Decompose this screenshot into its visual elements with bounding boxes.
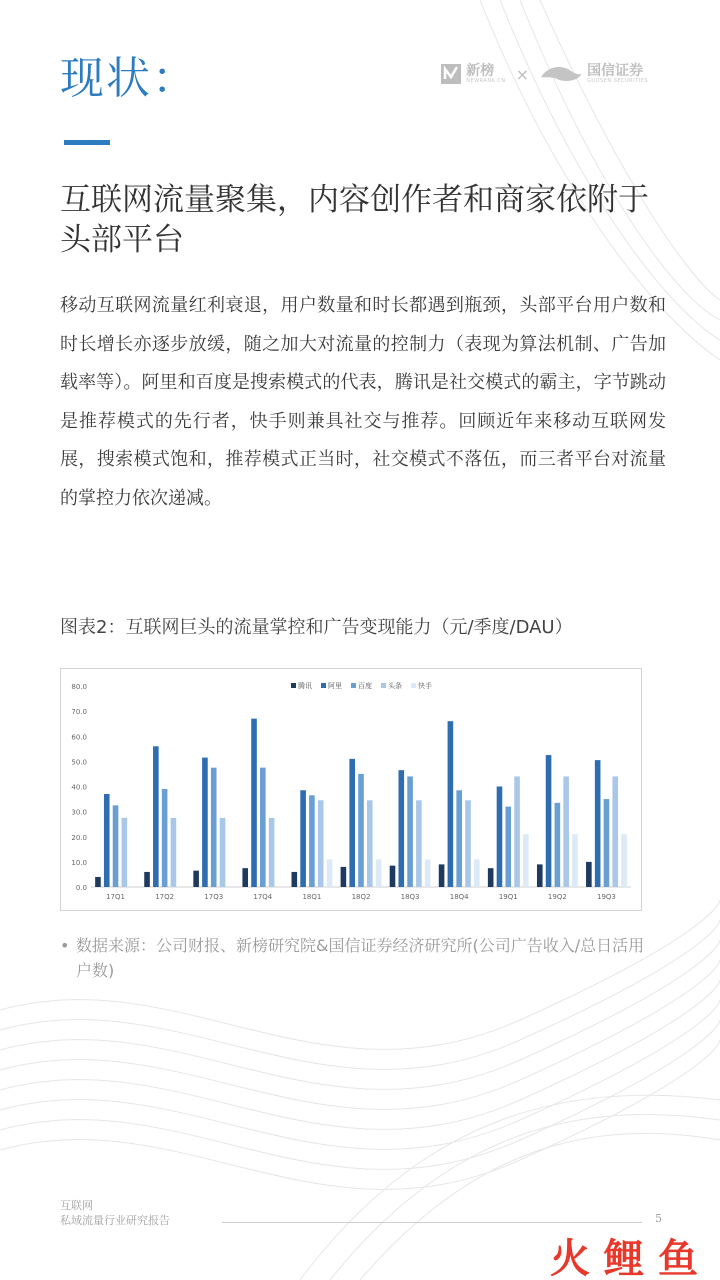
bar-头条-17Q2 — [171, 818, 177, 887]
guosen-logo — [539, 63, 648, 85]
source-text: 数据来源：公司财报、新榜研究院&国信证券经济研究所(公司广告收入/总日活用户数) — [76, 936, 645, 980]
y-tick-label: 60.0 — [71, 733, 87, 742]
legend-label-2: 百度 — [358, 682, 372, 690]
bar-快手-19Q2 — [572, 834, 578, 887]
newrank-logo — [440, 63, 505, 85]
bar-腾讯-17Q4 — [242, 868, 248, 887]
source-bullet: • — [60, 936, 70, 955]
bar-快手-19Q3 — [621, 834, 627, 887]
bar-阿里-17Q1 — [104, 794, 110, 887]
bar-腾讯-17Q1 — [95, 877, 101, 887]
section-heading: 互联网流量聚集，内容创作者和商家依附于头部平台 — [60, 182, 649, 258]
bar-阿里-18Q4 — [448, 721, 454, 887]
bar-腾讯-18Q2 — [341, 867, 347, 887]
bar-腾讯-18Q1 — [292, 872, 298, 887]
legend-swatch-4 — [411, 683, 416, 688]
page-title: 现状： — [60, 53, 198, 104]
source-note — [60, 933, 660, 983]
bar-百度-19Q1 — [505, 807, 511, 887]
x-tick-label: 19Q2 — [547, 893, 567, 901]
legend-label-3: 头条 — [388, 682, 402, 690]
legend-swatch-2 — [351, 683, 356, 688]
y-tick-label: 70.0 — [71, 708, 87, 717]
x-tick-label: 17Q2 — [155, 893, 175, 901]
footer-report-label — [60, 1198, 170, 1228]
bar-百度-18Q1 — [309, 795, 315, 887]
bar-快手-18Q3 — [425, 859, 431, 887]
footer-divider — [222, 1222, 642, 1223]
newrank-mark-icon — [440, 63, 462, 85]
bar-阿里-17Q2 — [153, 746, 159, 887]
guosen-logo-text: 国信证券 — [587, 63, 644, 79]
logo-separator: × — [515, 64, 530, 84]
bar-阿里-18Q1 — [300, 790, 306, 887]
newrank-logo-subtext: NEWRANK.CN — [466, 78, 506, 84]
y-tick-label: 10.0 — [71, 858, 87, 867]
bar-阿里-18Q3 — [398, 770, 404, 887]
bar-chart-canvas — [61, 669, 641, 910]
legend-swatch-0 — [291, 683, 296, 688]
bar-快手-18Q2 — [376, 859, 382, 887]
bar-头条-18Q4 — [465, 800, 471, 887]
bar-快手-18Q4 — [474, 859, 480, 887]
y-tick-label: 40.0 — [71, 783, 87, 792]
y-tick-label: 0.0 — [75, 884, 87, 892]
bar-头条-17Q4 — [269, 818, 275, 887]
legend-swatch-3 — [381, 683, 386, 688]
y-tick-label: 20.0 — [71, 833, 87, 842]
bar-腾讯-18Q3 — [390, 866, 396, 887]
newrank-logo-text: 新榜 — [466, 63, 495, 79]
bar-百度-18Q4 — [456, 790, 462, 887]
bar-腾讯-19Q2 — [537, 864, 543, 887]
bar-腾讯-19Q1 — [488, 868, 494, 887]
legend-label-0: 腾讯 — [298, 682, 312, 690]
watermark-text: 火鲤鱼 — [550, 1236, 698, 1280]
page-number: 5 — [655, 1212, 662, 1225]
bar-阿里-19Q3 — [595, 760, 601, 887]
bar-百度-19Q3 — [604, 799, 610, 887]
bar-chart — [60, 668, 642, 911]
bar-百度-17Q3 — [211, 768, 217, 887]
bar-头条-18Q1 — [318, 800, 324, 887]
bar-百度-17Q1 — [113, 805, 119, 887]
x-tick-label: 18Q4 — [449, 893, 469, 901]
x-tick-label: 18Q2 — [351, 893, 371, 901]
bar-头条-19Q2 — [563, 776, 569, 887]
bar-阿里-18Q2 — [349, 759, 355, 887]
bar-百度-18Q3 — [407, 776, 413, 887]
bar-百度-17Q4 — [260, 768, 266, 887]
bar-百度-19Q2 — [555, 803, 561, 887]
bar-腾讯-19Q3 — [586, 862, 592, 887]
bar-头条-17Q1 — [122, 818, 128, 887]
bar-头条-19Q3 — [612, 776, 618, 887]
figure-caption: 图表2：互联网巨头的流量掌控和广告变现能力（元/季度/DAU） — [60, 617, 573, 638]
guosen-mark-icon — [539, 63, 583, 85]
y-tick-label: 50.0 — [71, 758, 87, 767]
guosen-logo-subtext: GUOSEN SECURITIES — [587, 78, 648, 84]
body-paragraph: 移动互联网流量红利衰退，用户数量和时长都遇到瓶颈，头部平台用户数和时长增长亦逐步放缓，随之加大对流量的控制力（表现为算法机制、广告加载率等）。阿里和百度是搜索模式的代表，腾讯是社交模式的霸主，字节跳动是推荐模式的先行者，快手则兼具社交与推荐。回顾近年来移动互联网发展，搜索模式饱和，推荐模式正当时，社交模式不落伍，而三者平台对流量的掌控力依次递减。 — [60, 295, 666, 509]
partner-logos — [440, 60, 648, 88]
bar-百度-17Q2 — [162, 789, 168, 887]
x-tick-label: 19Q3 — [597, 893, 616, 901]
x-tick-label: 17Q3 — [204, 893, 224, 901]
bar-头条-17Q3 — [220, 818, 226, 887]
bar-快手-19Q1 — [523, 834, 529, 887]
legend-label-4: 快手 — [418, 682, 432, 690]
watermark-logo — [550, 1228, 700, 1280]
legend-label-1: 阿里 — [328, 682, 342, 690]
footer-line-1: 互联网 — [60, 1199, 93, 1212]
bar-头条-19Q1 — [514, 776, 520, 887]
title-accent-bar — [64, 140, 110, 145]
legend-swatch-1 — [321, 683, 326, 688]
footer-line-2: 私域流量行业研究报告 — [60, 1214, 170, 1227]
x-tick-label: 18Q1 — [302, 893, 322, 901]
bar-腾讯-17Q2 — [144, 872, 150, 887]
bar-阿里-17Q4 — [251, 719, 257, 887]
bar-腾讯-18Q4 — [439, 864, 445, 887]
x-tick-label: 18Q3 — [400, 893, 420, 901]
bar-头条-18Q3 — [416, 800, 422, 887]
y-tick-label: 30.0 — [71, 808, 87, 817]
bar-阿里-19Q2 — [546, 755, 552, 887]
bar-快手-18Q1 — [327, 859, 333, 887]
y-tick-label: 80.0 — [71, 683, 87, 691]
bar-腾讯-17Q3 — [193, 871, 199, 887]
bar-阿里-19Q1 — [497, 787, 503, 888]
bar-百度-18Q2 — [358, 774, 364, 887]
x-tick-label: 19Q1 — [498, 893, 518, 901]
x-tick-label: 17Q1 — [106, 893, 125, 901]
x-tick-label: 17Q4 — [253, 893, 273, 901]
bar-头条-18Q2 — [367, 800, 373, 887]
bar-阿里-17Q3 — [202, 758, 208, 887]
